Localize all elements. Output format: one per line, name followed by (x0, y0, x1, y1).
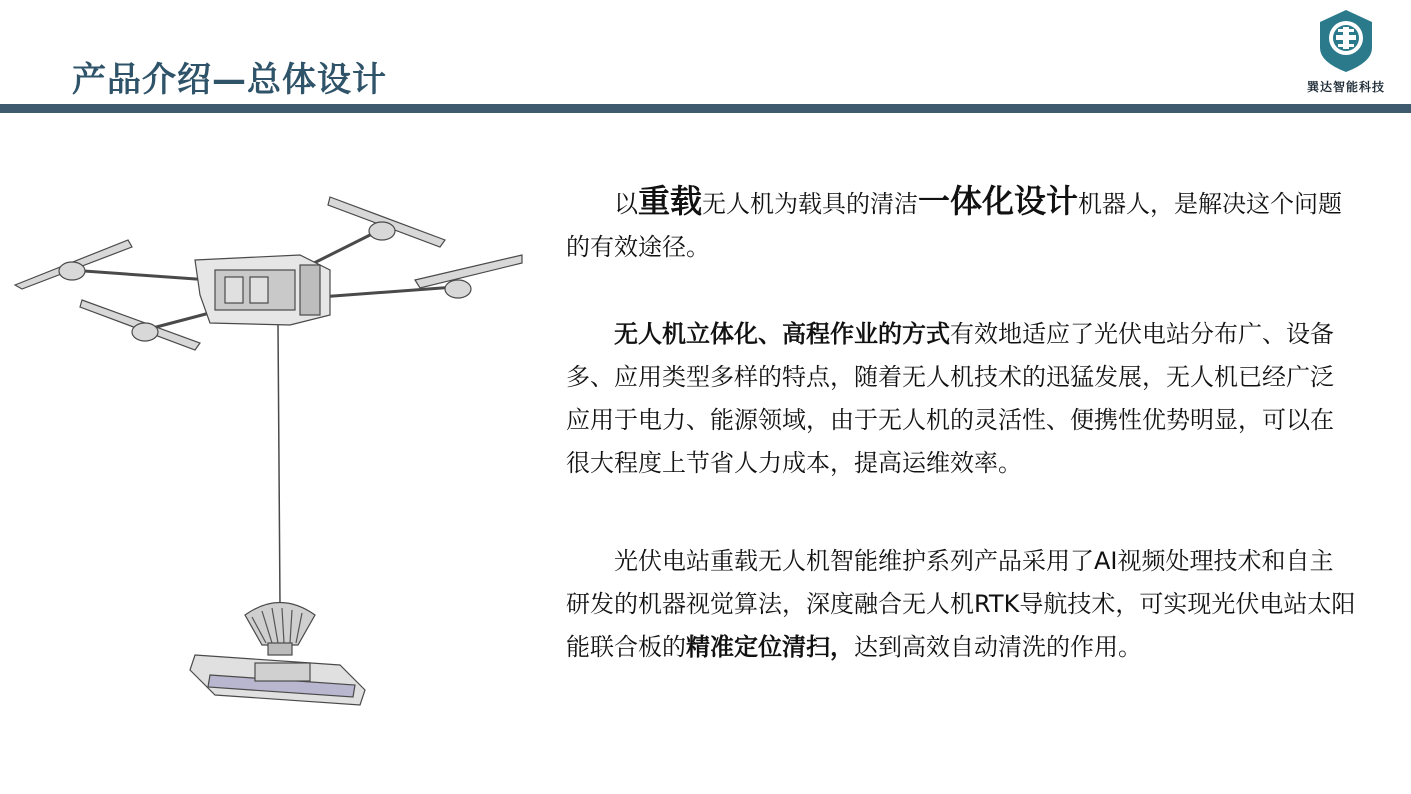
p2-bold-text: 无人机立体化、高程作业的方式 (614, 320, 950, 348)
intro-text (566, 180, 1356, 669)
paragraph-2 (566, 313, 1356, 485)
p1-text-3: 机器人，是解决这个问题的有效途径。 (566, 190, 1343, 261)
p3-text-2: 达到高效自动清洗的作用。 (854, 633, 1142, 661)
paragraph-3 (566, 540, 1356, 669)
p1-text-2: 无人机为载具的清洁 (702, 190, 919, 218)
paragraph-1 (566, 180, 1356, 269)
p1-emphasis-integrated-design: 一体化设计 (918, 182, 1079, 220)
p1-emphasis-heavy-load: 重载 (638, 182, 703, 220)
company-logo (1300, 8, 1392, 92)
page-title: 产品介绍—总体设计 (72, 60, 387, 100)
p3-bold-text: 精准定位清扫， (686, 633, 854, 661)
p1-text-1: 以 (614, 190, 638, 218)
company-name: 巽达智能科技 (1306, 80, 1385, 94)
drone-with-cleaning-head-icon (10, 185, 540, 715)
p3-text-1: 光伏电站重载无人机智能维护系列产品采用了AI视频处理技术和自主研发的机器视觉算法，深度融合无人机RTK导航技术，可实现光伏电站太阳能联合板的 (566, 547, 1356, 661)
title-divider (0, 104, 1411, 113)
p2-text: 有效地适应了光伏电站分布广、设备多、应用类型多样的特点，随着无人机技术的迅猛发展，无人机已经广泛应用于电力、能源领域，由于无人机的灵活性、便携性优势明显，可以在很大程度上节省人力成本，提高运维效率。 (566, 320, 1334, 477)
company-logo-icon (1314, 8, 1378, 74)
